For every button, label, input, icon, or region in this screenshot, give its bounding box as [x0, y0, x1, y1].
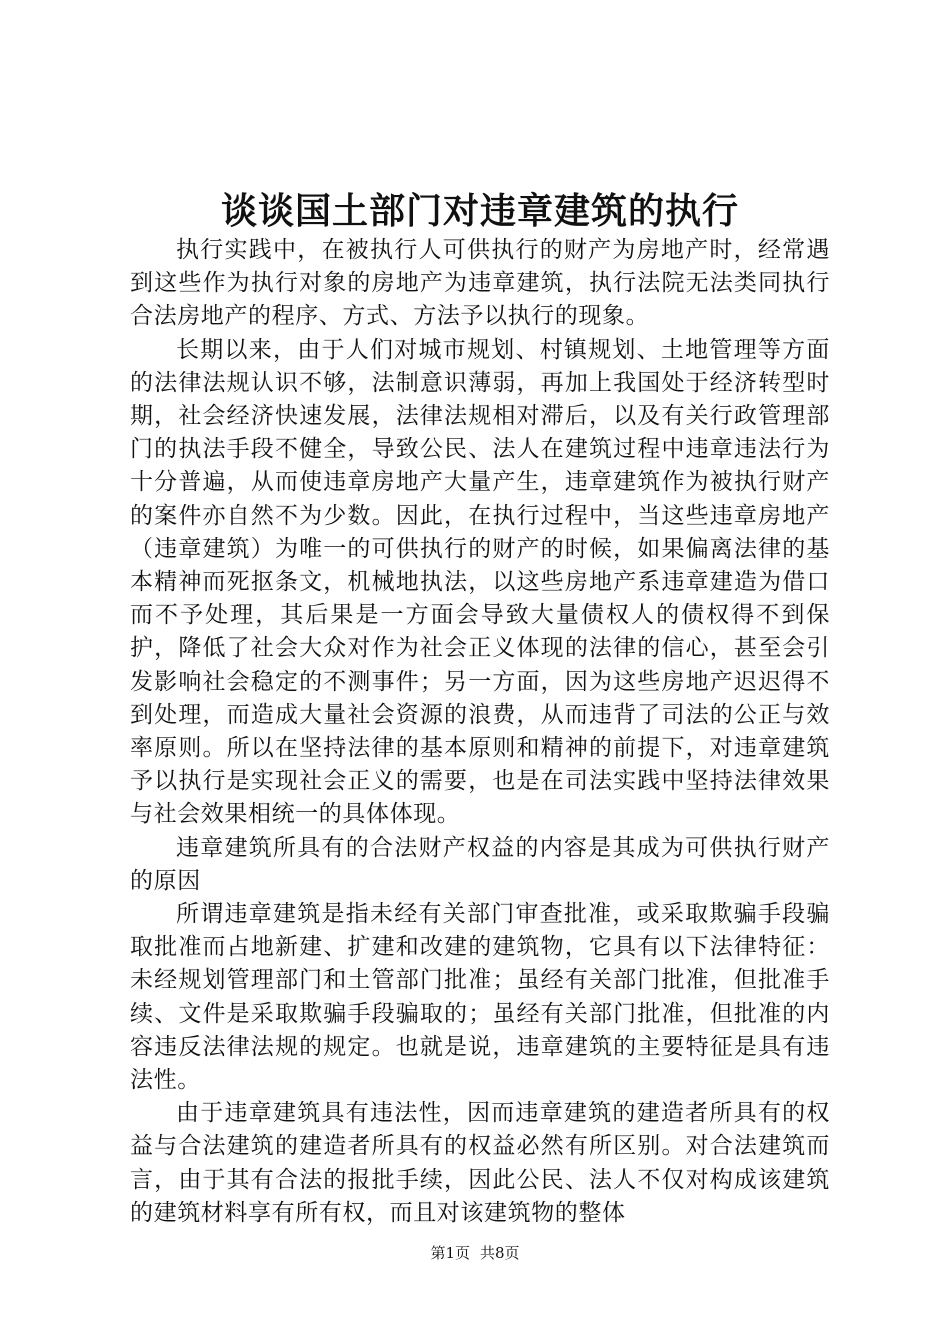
page-total: 共8页: [480, 1244, 520, 1262]
paragraph: 违章建筑所具有的合法财产权益的内容是其成为可供执行财产的原因: [130, 834, 830, 894]
document-body: [130, 234, 830, 1230]
page-number: 第1页: [430, 1244, 470, 1262]
paragraph: 所谓违章建筑是指未经有关部门审查批准，或采取欺骗手段骗取批准而占地新建、扩建和改建的建筑物，它具有以下法律特征：未经规划管理部门和土管部门批准；虽经有关部门批准，但批准手续、文件是采取欺骗手段骗取的；虽经有关部门批准，但批准的内容违反法律法规的规定。也就是说，违章建筑的主要特征是具有违法性。: [130, 901, 830, 1094]
page-footer: [0, 1243, 950, 1263]
paragraph: 执行实践中，在被执行人可供执行的财产为房地产时，经常遇到这些作为执行对象的房地产为违章建筑，执行法院无法类同执行合法房地产的程序、方式、方法予以执行的现象。: [130, 237, 830, 330]
paragraph: 由于违章建筑具有违法性，因而违章建筑的建造者所具有的权益与合法建筑的建造者所具有的权益必然有所区别。对合法建筑而言，由于其有合法的报批手续，因此公民、法人不仅对构成该建筑的建筑材料享有所有权，而且对该建筑物的整体: [130, 1100, 830, 1226]
document-title: 谈谈国土部门对违章建筑的执行: [220, 190, 739, 232]
paragraph: 长期以来，由于人们对城市规划、村镇规划、土地管理等方面的法律法规认识不够，法制意识薄弱，再加上我国处于经济转型时期，社会经济快速发展，法律法规相对滞后，以及有关行政管理部门的执法手段不健全，导致公民、法人在建筑过程中违章违法行为十分普遍，从而使违章房地产大量产生，违章建筑作为被执行财产的案件亦自然不为少数。因此，在执行过程中，当这些违章房地产（违章建筑）为唯一的可供执行的财产的时候，如果偏离法律的基本精神而死抠条文，机械地执法，以这些房地产系违章建造为借口而不予处理，其后果是一方面会导致大量债权人的债权得不到保护，降低了社会大众对作为社会正义体现的法律的信心，甚至会引发影响社会稳定的不测事件；另一方面，因为这些房地产迟迟得不到处理，而造成大量社会资源的浪费，从而违背了司法的公正与效率原则。所以在坚持法律的基本原则和精神的前提下，对违章建筑予以执行是实现社会正义的需要，也是在司法实践中坚持法律效果与社会效果相统一的具体体现。: [130, 336, 830, 828]
